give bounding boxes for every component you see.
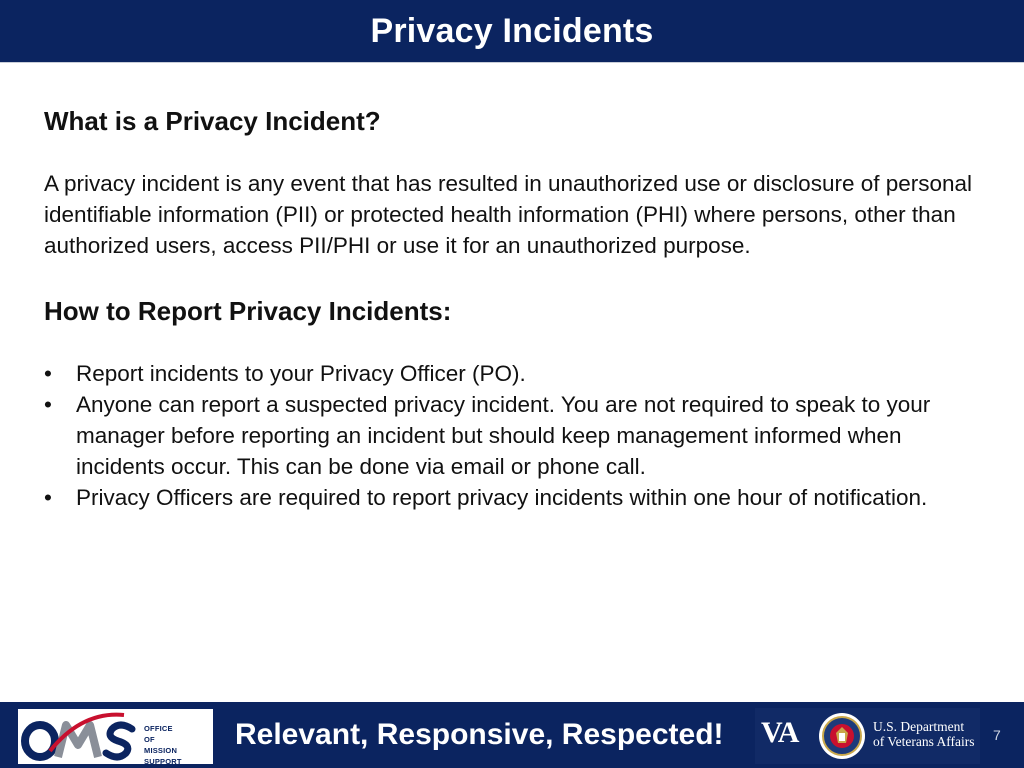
bullet-icon: • <box>44 361 52 386</box>
oms-logo-graphic <box>20 711 142 762</box>
va-mark: VA <box>761 716 799 749</box>
definition-paragraph: A privacy incident is any event that has resulted in unauthorized use or disclosure of personal identifiable information (PII) or protected health information (PHI) where persons, other than authorized users, access PII/PHI or use it for an unauthorized purpose. <box>44 171 973 258</box>
bullet-item <box>44 358 984 389</box>
oms-text-line: OFFICE <box>144 724 173 733</box>
footer-bar <box>0 702 1024 768</box>
oms-logo <box>18 709 213 764</box>
va-dept-line: of Veterans Affairs <box>873 734 975 749</box>
bullet-text: Privacy Officers are required to report privacy incidents within one hour of notification. <box>76 485 928 510</box>
va-logo <box>755 708 980 764</box>
va-department-name <box>873 719 974 749</box>
bullet-item <box>44 482 984 513</box>
title-bar <box>0 0 1024 63</box>
bullet-icon: • <box>44 392 52 417</box>
va-dept-line: U.S. Department <box>873 719 965 734</box>
oms-logo-text <box>144 723 213 767</box>
bullet-item <box>44 389 984 482</box>
bullet-text: Anyone can report a suspected privacy incident. You are not required to speak to your manager before reporting an incident but should keep management informed when incidents occur. This can be done via email or phone call. <box>76 392 931 479</box>
section-heading-what-is: What is a Privacy Incident? <box>44 106 381 136</box>
bullet-icon: • <box>44 485 52 510</box>
bullet-text: Report incidents to your Privacy Officer (PO). <box>76 361 526 386</box>
section-heading-how-to-report: How to Report Privacy Incidents: <box>44 296 452 326</box>
oms-text-line: MISSION SUPPORT <box>144 746 182 766</box>
oms-text-line: OF <box>144 735 155 744</box>
page-number: 7 <box>993 727 1001 743</box>
slide-title: Privacy Incidents <box>370 11 654 50</box>
slide-content <box>44 104 984 513</box>
va-seal-icon <box>817 711 867 761</box>
report-bullet-list <box>44 358 984 513</box>
footer-tagline: Relevant, Responsive, Respected! <box>235 718 724 751</box>
